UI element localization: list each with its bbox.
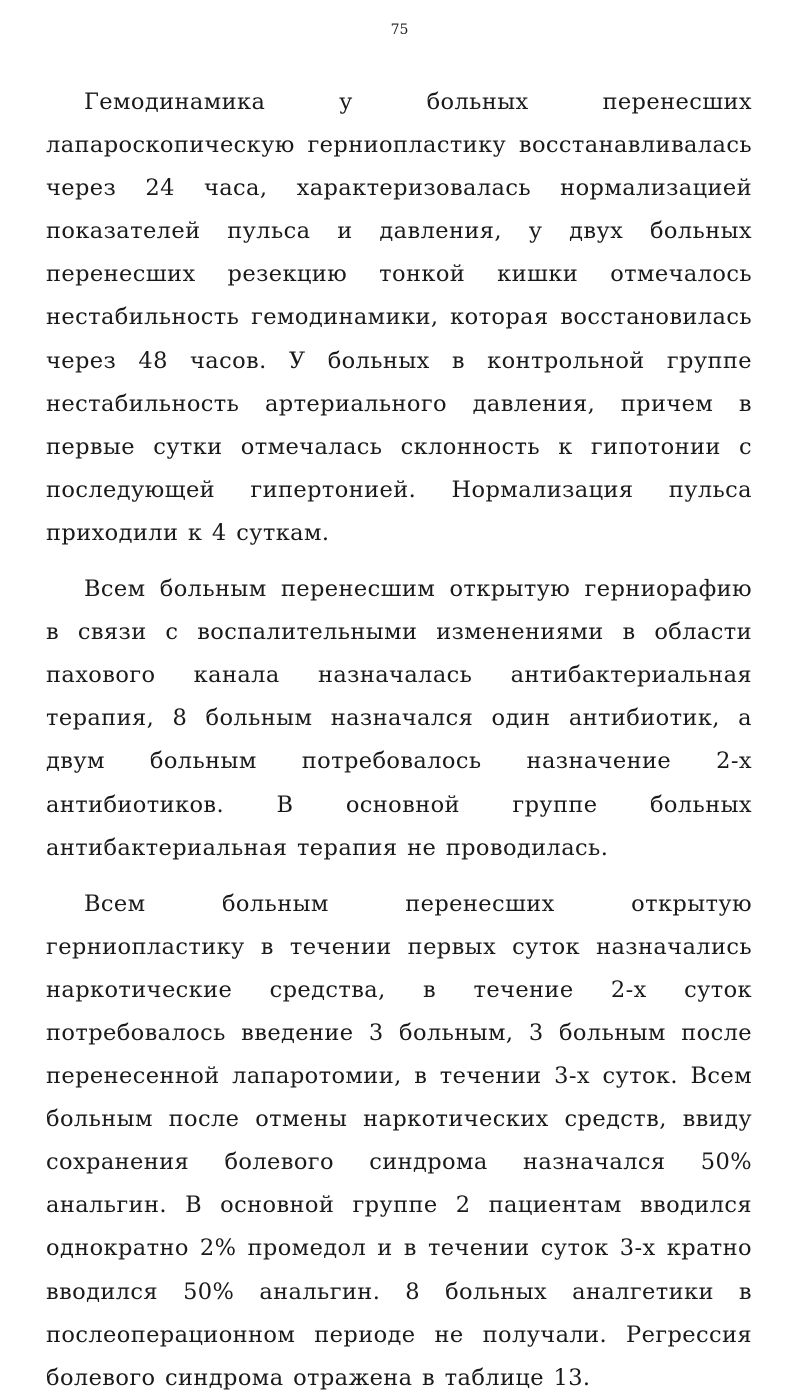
paragraph-antibacterial-therapy: Всем больным перенесшим открытую герниорафию в связи с воспалительными изменениями в области пахового канала назначалась антибактериальная терапия, 8 больным назначался один антибиотик, а двум больным потребовалось назначение 2-х антибиотиков. В основной группе больных антибактериальная терапия не проводилась. [46,576,752,861]
page-number: 75 [390,22,409,38]
paragraph-hemodynamics: Гемодинамика у больных перенесших лапароскопическую герниопластику восстанавливалась через 24 часа, характеризовалась нормализацией показателей пульса и давления, у двух больных перенесших резекцию тонкой кишки отмечалось нестабильность гемодинамики, которая восстановилась через 48 часов. У больных в контрольной группе нестабильность артериального давления, причем в первые сутки отмечалась склонность к гипотонии с последующей гипертонией. Нормализация пульса приходили к 4 суткам. [46,89,752,546]
paragraph-analgesia: Всем больным перенесших открытую герниопластику в течении первых суток назначались наркотические средства, в течение 2-х суток потребовалось введение 3 больным, 3 больным после перенесенной лапаротомии, в течении 3-х суток. Всем больным после отмены наркотических средств, ввиду сохранения болевого синдрома назначался 50% анальгин. В основной группе 2 пациентам вводился однократно 2% промедол и в течении суток 3-х кратно вводился 50% анальгин. 8 больных аналгетики в послеоперационном периоде не получали. Регрессия болевого синдрома отражена в таблице 13. [46,890,752,1391]
body-text [46,81,752,1400]
